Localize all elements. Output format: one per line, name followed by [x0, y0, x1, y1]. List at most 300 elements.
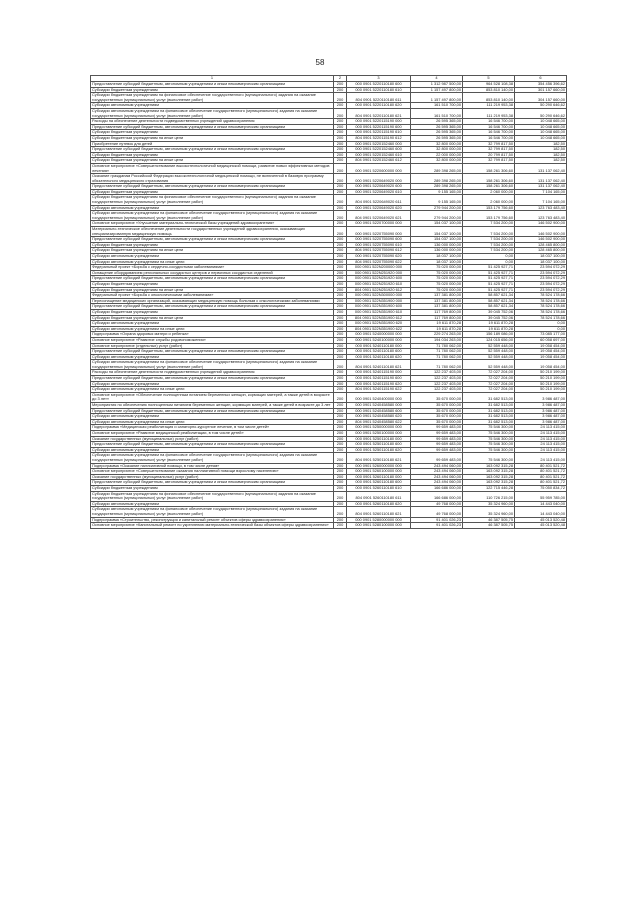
row-code-cell: 200: [334, 281, 347, 287]
row-code-cell: 200: [334, 259, 347, 265]
row-code-cell: 200: [334, 189, 347, 195]
row-classification-cell: 000 0901 5220115190 600: [347, 124, 411, 130]
row-name-cell: Субсидии бюджетным учреждениям: [91, 87, 334, 93]
row-classification-cell: 000 0901 5220755090 620: [347, 254, 411, 260]
row-executed-cell: 153 179 756,60: [463, 211, 515, 221]
row-approved-cell: 279 944 200,00: [411, 205, 463, 211]
row-remaining-cell: 10 048 665,00: [515, 135, 567, 141]
row-name-cell: Подпрограмма «Охрана здоровья матери и ребенка»: [91, 332, 334, 338]
row-approved-cell: 22 000 000,00: [411, 152, 463, 158]
row-code-cell: 200: [334, 298, 347, 304]
row-code-cell: 200: [334, 82, 347, 88]
row-executed-cell: 72 027 204,00: [463, 370, 515, 376]
row-code-cell: 200: [334, 349, 347, 355]
row-code-cell: 200: [334, 205, 347, 211]
row-name-cell: Переоснащение медицинских организаций, оказывающих медицинскую помощь больным с онкологическими заболеваниями: [91, 298, 334, 304]
row-remaining-cell: 19 058 454,00: [515, 354, 567, 360]
row-name-cell: Субсидии автономным учреждениям: [91, 103, 334, 109]
row-classification-cell: 804 0901 5220110180 611: [347, 93, 411, 103]
row-code-cell: 200: [334, 221, 347, 227]
row-name-cell: Субсидии бюджетным учреждениям на финансовое обеспечение государственного (муниципального) задания на оказание государственных (муниципальных) услуг (выполнение работ): [91, 491, 334, 501]
table-row: [91, 163, 567, 173]
row-classification-cell: 000 0901 522N351900 600: [347, 304, 411, 310]
row-remaining-cell: 131 137 062,40: [515, 163, 567, 173]
row-classification-cell: 000 0901 5220700000 000: [347, 221, 411, 227]
row-remaining-cell: 10 048 665,00: [515, 124, 567, 130]
row-executed-cell: 853 810 140,00: [463, 93, 515, 103]
row-executed-cell: 32 799 817,50: [463, 147, 515, 153]
table-row: [91, 108, 567, 118]
row-remaining-cell: 3 986 487,00: [515, 392, 567, 402]
row-code-cell: 200: [334, 309, 347, 315]
table-row: [91, 507, 567, 517]
row-approved-cell: 1 157 497 800,00: [411, 93, 463, 103]
row-classification-cell: 000 0901 522N351900 610: [347, 309, 411, 315]
row-classification-cell: 804 0901 5220115190 612: [347, 135, 411, 141]
table-row: [91, 392, 567, 402]
row-name-cell: Подпрограмма «Оказание паллиативной помощи, в том числе детям»: [91, 463, 334, 469]
row-code-cell: 200: [334, 93, 347, 103]
row-approved-cell: 289 398 265,00: [411, 174, 463, 184]
row-name-cell: Субсидии бюджетным учреждениям на финансовое обеспечение государственного (муниципального) задания на оказание государственных (муниципальных) услуг (выполнение работ): [91, 195, 334, 205]
row-approved-cell: 1 312 987 500,00: [411, 82, 463, 88]
row-code-cell: 200: [334, 501, 347, 507]
row-executed-cell: 75 546 300,00: [463, 425, 515, 431]
row-classification-cell: 000 0901 5220110180 620: [347, 103, 411, 109]
row-approved-cell: 161 510 700,00: [411, 108, 463, 118]
row-classification-cell: 000 0901 5240458580 620: [347, 414, 411, 420]
row-executed-cell: 31 682 513,00: [463, 403, 515, 409]
row-name-cell: Предоставление субсидий бюджетным, автономным учреждениям и иным некоммерческим организациям: [91, 82, 334, 88]
row-executed-cell: 964 528 108,38: [463, 82, 515, 88]
row-classification-cell: 804 0901 5220649020 621: [347, 211, 411, 221]
row-remaining-cell: 182,50: [515, 152, 567, 158]
row-name-cell: Субсидии автономным учреждениям на иные цели: [91, 387, 334, 393]
row-executed-cell: 52 559 448,00: [463, 360, 515, 370]
row-remaining-cell: 3 986 487,00: [515, 414, 567, 420]
row-executed-cell: 72 027 204,00: [463, 387, 515, 393]
row-remaining-cell: 24 113 415,00: [515, 447, 567, 453]
row-executed-cell: 52 559 448,00: [463, 354, 515, 360]
row-approved-cell: 137 381 800,00: [411, 298, 463, 304]
row-executed-cell: 51 425 927,71: [463, 276, 515, 282]
row-classification-cell: 000 0901 5240110180 600: [347, 349, 411, 355]
row-name-cell: Оснащение оборудованием региональных сосудистых центров и первичных сосудистых отделений: [91, 270, 334, 276]
row-executed-cell: 72 027 204,00: [463, 381, 515, 387]
row-approved-cell: 1 157 497 800,00: [411, 87, 463, 93]
row-name-cell: Субсидии автономным учреждениям на иные цели: [91, 259, 334, 265]
row-approved-cell: 166 686 000,00: [411, 491, 463, 501]
row-name-cell: Оказание государственных (муниципальных) услуг (работ): [91, 436, 334, 442]
row-classification-cell: 000 0901 5250110180 600: [347, 442, 411, 448]
row-executed-cell: 32 799 817,50: [463, 158, 515, 164]
row-remaining-cell: 23 594 072,29: [515, 276, 567, 282]
row-name-cell: Субсидии автономным учреждениям на финансовое обеспечение государственного (муниципального) задания на оказание государственных (муниципальных) услуг (выполнение работ): [91, 453, 334, 463]
row-name-cell: Субсидии автономным учреждениям на иные цели: [91, 326, 334, 332]
row-remaining-cell: 131 137 062,40: [515, 174, 567, 184]
row-approved-cell: 243 494 060,00: [411, 480, 463, 486]
row-name-cell: Субсидии бюджетным учреждениям: [91, 485, 334, 491]
row-approved-cell: 122 237 403,00: [411, 370, 463, 376]
row-classification-cell: 804 0901 5250110180 621: [347, 453, 411, 463]
row-remaining-cell: 123 763 483,40: [515, 205, 567, 211]
row-approved-cell: 35 670 000,00: [411, 414, 463, 420]
row-classification-cell: 000 0901 5260110180 610: [347, 485, 411, 491]
header-cell: 1: [91, 76, 334, 82]
row-approved-cell: 122 237 403,00: [411, 376, 463, 382]
row-classification-cell: 000 0901 5240458580 000: [347, 403, 411, 409]
row-code-cell: 200: [334, 463, 347, 469]
row-code-cell: 200: [334, 158, 347, 164]
row-approved-cell: 243 494 060,00: [411, 474, 463, 480]
row-remaining-cell: 80 401 521,72: [515, 463, 567, 469]
row-approved-cell: 99 659 483,00: [411, 436, 463, 442]
row-remaining-cell: 182,50: [515, 141, 567, 147]
row-executed-cell: 163 092 315,28: [463, 463, 515, 469]
row-remaining-cell: 18 037 100,00: [515, 254, 567, 260]
row-code-cell: 200: [334, 315, 347, 321]
row-approved-cell: 194 034 263,00: [411, 337, 463, 343]
row-approved-cell: 166 686 000,00: [411, 485, 463, 491]
row-executed-cell: 7 534 200,00: [463, 227, 515, 237]
row-executed-cell: 111 219 953,38: [463, 103, 515, 109]
row-code-cell: 200: [334, 337, 347, 343]
row-name-cell: Оказание государственных (муниципальных) услуг (работ): [91, 474, 334, 480]
row-code-cell: 200: [334, 507, 347, 517]
row-executed-cell: 158 261 306,60: [463, 184, 515, 190]
row-code-cell: 200: [334, 135, 347, 141]
row-approved-cell: 32 800 000,00: [411, 141, 463, 147]
row-executed-cell: 163 092 315,28: [463, 480, 515, 486]
row-executed-cell: 75 546 300,00: [463, 436, 515, 442]
header-cell: 5: [463, 76, 515, 82]
row-approved-cell: 49 768 000,00: [411, 507, 463, 517]
row-name-cell: Субсидии автономным учреждениям на финансовое обеспечение государственного (муниципального) задания на оказание государственных (муниципальных) услуг (выполнение работ): [91, 211, 334, 221]
row-name-cell: Субсидии бюджетным учреждениям на иные цели: [91, 315, 334, 321]
row-name-cell: Субсидии бюджетным учреждениям: [91, 242, 334, 248]
row-approved-cell: 75 020 000,00: [411, 265, 463, 271]
row-remaining-cell: 24 113 415,00: [515, 436, 567, 442]
row-name-cell: Основное мероприятие (отдельных) услуг (работ): [91, 343, 334, 349]
table-row: [91, 360, 567, 370]
row-approved-cell: 117 769 800,00: [411, 315, 463, 321]
row-remaining-cell: 128 465 800,00: [515, 242, 567, 248]
row-code-cell: 200: [334, 174, 347, 184]
row-classification-cell: 000 0901 5250100000 000: [347, 431, 411, 437]
row-name-cell: Материально-техническое обеспечение деятельности государственных учреждений здравоохранения, оказывающих специализированную медицинскую помощь: [91, 227, 334, 237]
row-classification-cell: 000 0901 522N200000 000: [347, 265, 411, 271]
row-code-cell: 200: [334, 480, 347, 486]
row-executed-cell: 72 027 204,00: [463, 376, 515, 382]
row-remaining-cell: 7 104 165,00: [515, 189, 567, 195]
row-name-cell: Субсидии автономным учреждениям на иные цели: [91, 419, 334, 425]
row-executed-cell: 75 546 300,00: [463, 442, 515, 448]
row-name-cell: Федеральный проект «Борьба с сердечно-сосудистыми заболеваниями»: [91, 265, 334, 271]
row-classification-cell: 000 0901 5240458580 600: [347, 408, 411, 414]
row-name-cell: Подпрограмма «Строительство, реконструкция и капитальный ремонт объектов сферы здравоохранения»: [91, 517, 334, 523]
row-approved-cell: 99 659 483,00: [411, 442, 463, 448]
row-approved-cell: 99 659 483,00: [411, 431, 463, 437]
row-remaining-cell: 23 594 072,29: [515, 287, 567, 293]
row-code-cell: 200: [334, 485, 347, 491]
row-approved-cell: 91 401 026,23: [411, 523, 463, 529]
row-executed-cell: 2 060 000,00: [463, 195, 515, 205]
row-approved-cell: 99 659 483,00: [411, 453, 463, 463]
row-name-cell: Предоставление субсидий бюджетным, автономным учреждениям и иным некоммерческим организациям: [91, 349, 334, 355]
header-cell: 6: [515, 76, 567, 82]
row-code-cell: 200: [334, 442, 347, 448]
row-executed-cell: 163 092 315,28: [463, 469, 515, 475]
row-executed-cell: 7 534 200,00: [463, 237, 515, 243]
row-executed-cell: 7 534 200,00: [463, 248, 515, 254]
row-approved-cell: 35 670 000,00: [411, 408, 463, 414]
row-remaining-cell: 354 456 396,62: [515, 82, 567, 88]
row-name-cell: Субсидии автономным учреждениям на финансовое обеспечение государственного (муниципального) задания на оказание государственных (муниципальных) услуг (выполнение работ): [91, 108, 334, 118]
row-name-cell: Предоставление субсидий бюджетным, автономным учреждениям и иным некоммерческим организациям: [91, 480, 334, 486]
row-name-cell: Предоставление субсидий бюджетным, автономным учреждениям и иным некоммерческим организациям: [91, 276, 334, 282]
row-code-cell: 200: [334, 387, 347, 393]
row-classification-cell: 000 0901 5220110180 600: [347, 82, 411, 88]
row-name-cell: Основное мероприятие «Развитие медицинской реабилитации, в том числе детей»: [91, 431, 334, 437]
row-executed-cell: 16 546 700,00: [463, 135, 515, 141]
row-classification-cell: 000 0901 5220755090 000: [347, 227, 411, 237]
row-executed-cell: 163 092 315,28: [463, 474, 515, 480]
row-classification-cell: 000 0901 5240100000 000: [347, 337, 411, 343]
row-executed-cell: 58 857 621,34: [463, 293, 515, 299]
row-remaining-cell: 10 048 665,00: [515, 119, 567, 125]
row-classification-cell: 804 0901 5220755090 622: [347, 259, 411, 265]
row-classification-cell: 000 0901 522N351900 620: [347, 321, 411, 327]
row-code-cell: 200: [334, 293, 347, 299]
row-remaining-cell: 50 210 199,00: [515, 370, 567, 376]
row-classification-cell: 000 0901 5260110180 000: [347, 474, 411, 480]
row-approved-cell: 136 000 000,00: [411, 248, 463, 254]
row-executed-cell: 58 857 621,34: [463, 304, 515, 310]
row-approved-cell: 9 155 165,00: [411, 189, 463, 195]
row-code-cell: 200: [334, 523, 347, 529]
row-approved-cell: 279 944 200,00: [411, 211, 463, 221]
row-approved-cell: 136 000 000,00: [411, 242, 463, 248]
row-code-cell: 200: [334, 87, 347, 93]
header-cell: 2: [334, 76, 347, 82]
row-code-cell: 200: [334, 376, 347, 382]
row-name-cell: Субсидии автономным учреждениям: [91, 254, 334, 260]
row-name-cell: Оказание гражданам Российской Федерации высокотехнологичной медицинской помощи, не включенной в базовую программу обязательного медицинского страхования: [91, 174, 334, 184]
row-approved-cell: 99 659 483,00: [411, 447, 463, 453]
row-remaining-cell: 146 502 900,00: [515, 221, 567, 227]
row-code-cell: 200: [334, 141, 347, 147]
row-classification-cell: 000 0901 5220649020 000: [347, 174, 411, 184]
row-approved-cell: 229 274 263,00: [411, 332, 463, 338]
row-classification-cell: 000 0901 5240400000 000: [347, 392, 411, 402]
row-code-cell: 200: [334, 419, 347, 425]
row-approved-cell: 75 020 000,00: [411, 270, 463, 276]
row-executed-cell: 7 534 200,00: [463, 221, 515, 227]
row-approved-cell: 117 769 800,00: [411, 309, 463, 315]
row-code-cell: 200: [334, 436, 347, 442]
row-code-cell: 200: [334, 147, 347, 153]
row-executed-cell: 51 425 927,71: [463, 287, 515, 293]
row-classification-cell: 000 0901 5220649020 620: [347, 205, 411, 211]
row-code-cell: 200: [334, 491, 347, 501]
row-remaining-cell: 19 058 454,00: [515, 349, 567, 355]
row-remaining-cell: 45 013 520,48: [515, 517, 567, 523]
row-classification-cell: 000 0901 5220152460 610: [347, 152, 411, 158]
row-code-cell: 200: [334, 248, 347, 254]
row-executed-cell: 153 179 756,60: [463, 205, 515, 211]
row-executed-cell: 31 682 513,00: [463, 414, 515, 420]
row-code-cell: 200: [334, 453, 347, 463]
row-name-cell: Федеральный проект «Борьба с онкологическими заболеваниями»: [91, 293, 334, 299]
row-approved-cell: 75 020 000,00: [411, 287, 463, 293]
row-approved-cell: 289 398 265,00: [411, 184, 463, 190]
row-remaining-cell: 24 113 415,00: [515, 453, 567, 463]
row-remaining-cell: 14 443 040,00: [515, 507, 567, 517]
row-remaining-cell: 80 401 521,72: [515, 469, 567, 475]
row-code-cell: 200: [334, 408, 347, 414]
row-remaining-cell: 146 502 900,00: [515, 237, 567, 243]
row-executed-cell: 16 546 700,00: [463, 130, 515, 136]
row-remaining-cell: 301 157 660,00: [515, 87, 567, 93]
table-row: [91, 93, 567, 103]
row-executed-cell: 853 810 140,00: [463, 87, 515, 93]
row-remaining-cell: 75 050 834,72: [515, 485, 567, 491]
row-approved-cell: 161 510 700,00: [411, 103, 463, 109]
row-approved-cell: 122 237 403,00: [411, 381, 463, 387]
row-remaining-cell: 23 594 072,29: [515, 265, 567, 271]
row-approved-cell: 243 494 060,00: [411, 463, 463, 469]
row-name-cell: Предоставление субсидий бюджетным, автономным учреждениям и иным некоммерческим организациям: [91, 442, 334, 448]
row-code-cell: 200: [334, 130, 347, 136]
row-code-cell: 200: [334, 381, 347, 387]
row-remaining-cell: 23 594 072,29: [515, 270, 567, 276]
row-classification-cell: 000 0901 522N251920 610: [347, 281, 411, 287]
row-executed-cell: 75 546 300,00: [463, 447, 515, 453]
row-remaining-cell: 182,50: [515, 158, 567, 164]
row-code-cell: 200: [334, 265, 347, 271]
row-approved-cell: 49 768 000,00: [411, 501, 463, 507]
row-classification-cell: 000 0901 5240115190 620: [347, 381, 411, 387]
row-remaining-cell: 78 524 178,66: [515, 309, 567, 315]
table-row: [91, 227, 567, 237]
row-remaining-cell: 80 401 521,72: [515, 474, 567, 480]
row-remaining-cell: 23 594 072,29: [515, 281, 567, 287]
row-code-cell: 200: [334, 469, 347, 475]
row-approved-cell: 18 037 100,00: [411, 259, 463, 265]
row-name-cell: Субсидии автономным учреждениям на финансовое обеспечение государственного (муниципального) задания на оказание государственных (муниципальных) услуг (выполнение работ): [91, 507, 334, 517]
row-approved-cell: 19 611 870,28: [411, 326, 463, 332]
row-approved-cell: 71 780 062,00: [411, 343, 463, 349]
row-name-cell: Мероприятия по обеспечению полноценным питанием беременных женщин, кормящих матерей, а также детей в возрасте до 3 лет: [91, 403, 334, 409]
row-remaining-cell: 7 104 165,00: [515, 195, 567, 205]
row-classification-cell: 000 0901 5250110180 000: [347, 436, 411, 442]
row-classification-cell: 000 0901 5240110180 620: [347, 354, 411, 360]
row-executed-cell: 158 261 306,60: [463, 174, 515, 184]
row-name-cell: Субсидии автономным учреждениям: [91, 321, 334, 327]
row-executed-cell: 16 546 700,00: [463, 119, 515, 125]
row-remaining-cell: 3 986 487,00: [515, 419, 567, 425]
row-executed-cell: 31 682 513,00: [463, 419, 515, 425]
row-remaining-cell: 304 157 660,00: [515, 93, 567, 103]
row-classification-cell: 000 0901 5220600000 000: [347, 163, 411, 173]
page-number: 58: [315, 58, 325, 67]
row-code-cell: 200: [334, 474, 347, 480]
row-classification-cell: 804 0901 522N351900 612: [347, 315, 411, 321]
row-executed-cell: 31 682 513,00: [463, 408, 515, 414]
row-executed-cell: 32 799 817,50: [463, 141, 515, 147]
row-executed-cell: 39 045 752,06: [463, 309, 515, 315]
row-classification-cell: 000 0901 5260000000 000: [347, 463, 411, 469]
row-remaining-cell: 45 013 520,48: [515, 523, 567, 529]
row-classification-cell: 000 0901 5280100000 000: [347, 523, 411, 529]
row-classification-cell: 000 0901 522N300000 000: [347, 293, 411, 299]
row-remaining-cell: 78 524 178,66: [515, 298, 567, 304]
row-name-cell: Предоставление субсидий бюджетным, автономным учреждениям и иным некоммерческим организациям: [91, 408, 334, 414]
row-executed-cell: 7 534 200,00: [463, 242, 515, 248]
row-name-cell: Основное мероприятие «Обеспечение полноценным питанием беременных женщин, кормящих матерей, а также детей в возрасте до 3 лет»: [91, 392, 334, 402]
row-code-cell: 200: [334, 425, 347, 431]
row-classification-cell: 804 0901 5240458580 622: [347, 419, 411, 425]
row-name-cell: Субсидии автономным учреждениям: [91, 447, 334, 453]
row-name-cell: Субсидии автономным учреждениям: [91, 381, 334, 387]
row-approved-cell: 35 670 000,00: [411, 403, 463, 409]
row-classification-cell: 000 0901 5260110180 600: [347, 480, 411, 486]
table-row: [91, 453, 567, 463]
row-executed-cell: 124 015 656,00: [463, 337, 515, 343]
row-name-cell: Предоставление субсидий бюджетным, автономным учреждениям и иным некоммерческим организациям: [91, 376, 334, 382]
row-remaining-cell: 14 443 040,00: [515, 501, 567, 507]
row-classification-cell: 000 0901 5260100000 000: [347, 469, 411, 475]
row-classification-cell: 000 0901 5220755090 610: [347, 242, 411, 248]
row-name-cell: Предоставление субсидий бюджетным, автономным учреждениям и иным некоммерческим организациям: [91, 147, 334, 153]
row-executed-cell: 35 324 960,00: [463, 501, 515, 507]
row-code-cell: 200: [334, 392, 347, 402]
row-approved-cell: 26 595 365,00: [411, 124, 463, 130]
row-approved-cell: 71 780 062,00: [411, 354, 463, 360]
row-code-cell: 200: [334, 332, 347, 338]
row-classification-cell: 000 0901 5220755090 600: [347, 237, 411, 243]
row-name-cell: Субсидии автономным учреждениям: [91, 414, 334, 420]
row-executed-cell: 122 715 446,28: [463, 485, 515, 491]
row-approved-cell: 32 800 000,00: [411, 158, 463, 164]
row-approved-cell: 71 780 062,00: [411, 349, 463, 355]
row-approved-cell: 154 037 100,00: [411, 221, 463, 227]
row-remaining-cell: 24 113 415,00: [515, 425, 567, 431]
row-code-cell: 200: [334, 276, 347, 282]
table-row: [91, 195, 567, 205]
row-approved-cell: 71 780 062,00: [411, 360, 463, 370]
row-classification-cell: 804 0901 5220649020 611: [347, 195, 411, 205]
row-executed-cell: 0,00: [463, 254, 515, 260]
row-code-cell: 200: [334, 242, 347, 248]
row-approved-cell: 243 494 060,00: [411, 469, 463, 475]
row-executed-cell: 111 219 953,38: [463, 108, 515, 118]
row-name-cell: Приобретение путевок для детей: [91, 141, 334, 147]
row-code-cell: 200: [334, 343, 347, 349]
row-name-cell: Субсидии автономным учреждениям: [91, 205, 334, 211]
row-executed-cell: 158 261 306,60: [463, 163, 515, 173]
row-executed-cell: 2 060 000,00: [463, 189, 515, 195]
row-approved-cell: 154 037 100,00: [411, 227, 463, 237]
row-classification-cell: 000 0901 5250110180 620: [347, 447, 411, 453]
row-remaining-cell: 24 113 415,00: [515, 431, 567, 437]
row-remaining-cell: 3 986 487,00: [515, 403, 567, 409]
row-approved-cell: 137 381 800,00: [411, 293, 463, 299]
row-approved-cell: 26 595 365,00: [411, 135, 463, 141]
row-classification-cell: 000 0901 5240000000 000: [347, 332, 411, 338]
row-classification-cell: 000 0901 5260110180 620: [347, 501, 411, 507]
row-classification-cell: 000 0901 5220152460 000: [347, 141, 411, 147]
